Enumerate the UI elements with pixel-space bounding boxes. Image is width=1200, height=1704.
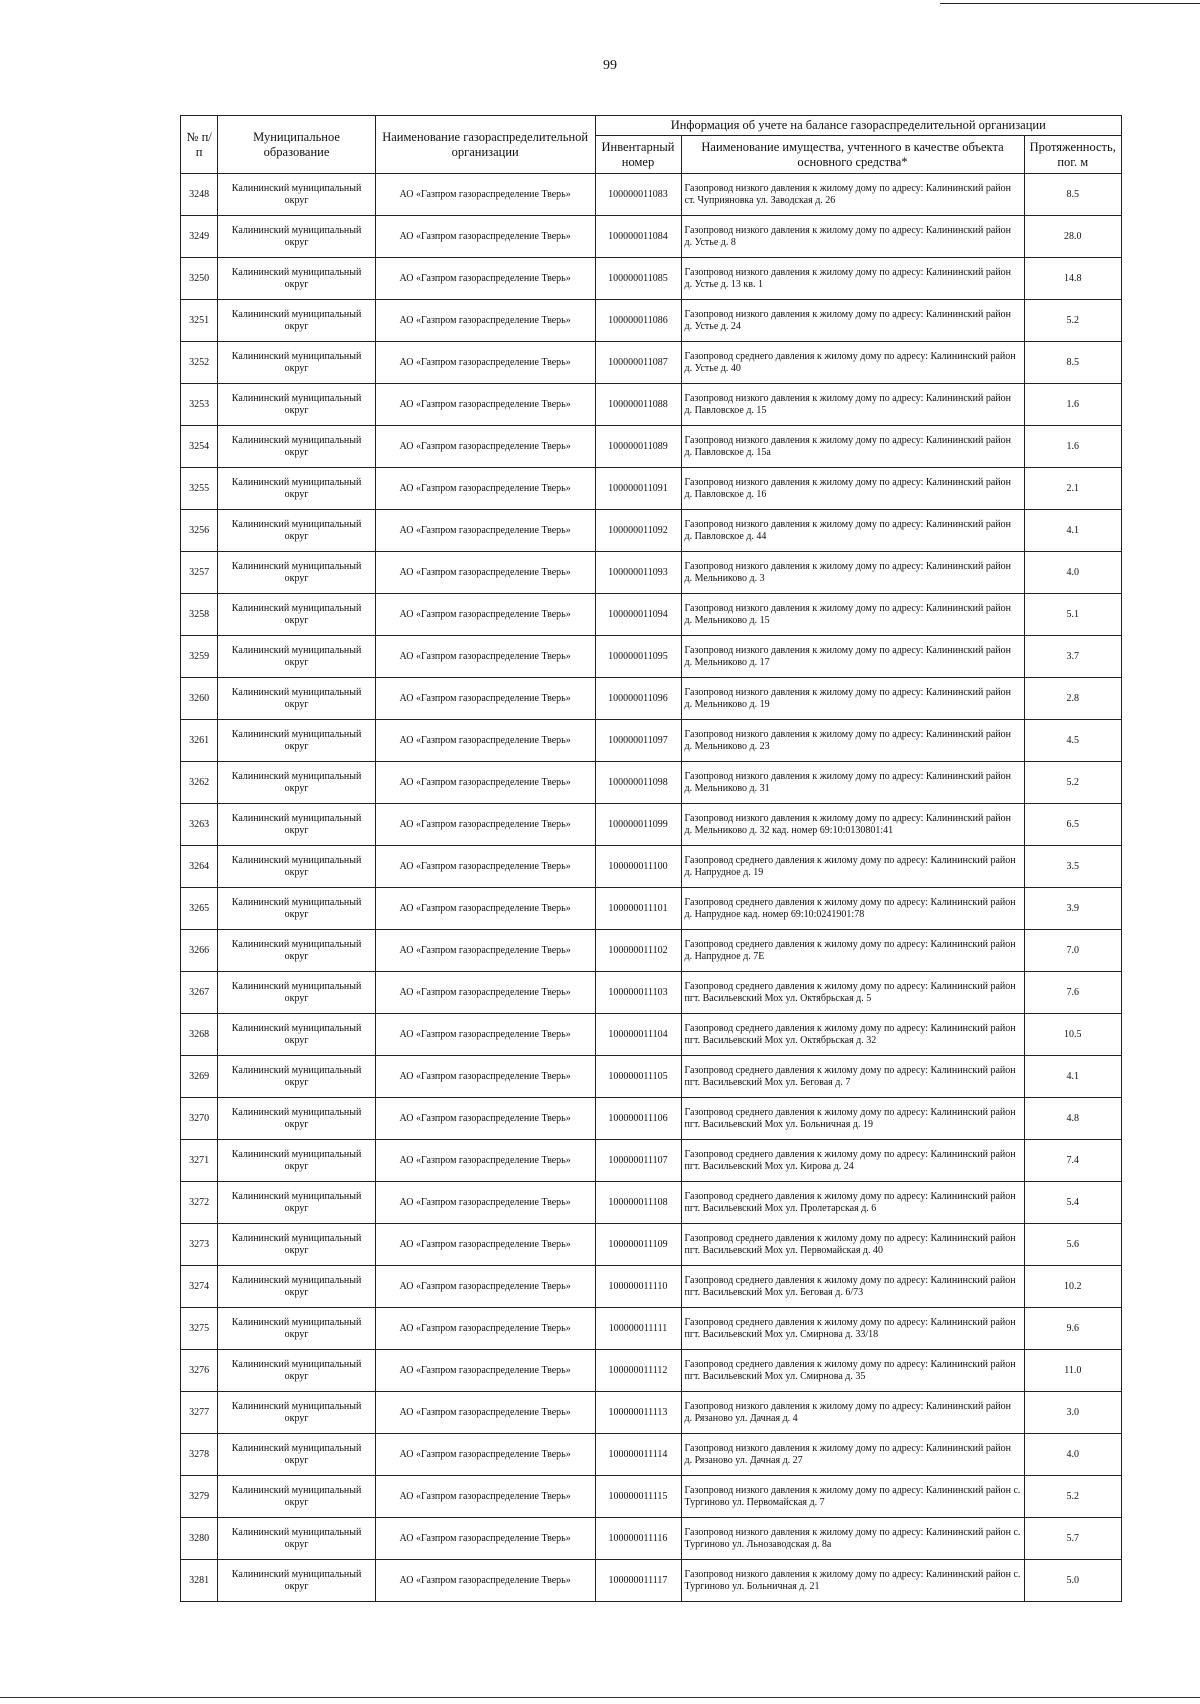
cell-asset-name: Газопровод низкого давления к жилому дому по адресу: Калининский район с. Тургиново ул. Льнозаводская д. 8а — [681, 1518, 1024, 1560]
cell-num: 3254 — [181, 426, 218, 468]
cell-num: 3257 — [181, 552, 218, 594]
cell-asset-name: Газопровод среднего давления к жилому дому по адресу: Калининский район пгт. Васильевский Мох ул. Смирнова д. 33/18 — [681, 1308, 1024, 1350]
cell-municipality: Калининский муниципальный округ — [218, 636, 376, 678]
cell-organization: АО «Газпром газораспределение Тверь» — [375, 762, 595, 804]
cell-asset-name: Газопровод среднего давления к жилому дому по адресу: Калининский район д. Устье д. 40 — [681, 342, 1024, 384]
table-row — [181, 174, 1122, 216]
cell-asset-name: Газопровод низкого давления к жилому дому по адресу: Калининский район д. Павловское д. 15а — [681, 426, 1024, 468]
cell-organization: АО «Газпром газораспределение Тверь» — [375, 594, 595, 636]
cell-length: 5.1 — [1024, 594, 1121, 636]
cell-municipality: Калининский муниципальный округ — [218, 720, 376, 762]
table-row — [181, 972, 1122, 1014]
cell-num: 3270 — [181, 1098, 218, 1140]
cell-length: 7.0 — [1024, 930, 1121, 972]
cell-asset-name: Газопровод низкого давления к жилому дому по адресу: Калининский район д. Устье д. 24 — [681, 300, 1024, 342]
header-num: № п/п — [181, 116, 218, 174]
cell-municipality: Калининский муниципальный округ — [218, 174, 376, 216]
cell-asset-name: Газопровод низкого давления к жилому дому по адресу: Калининский район д. Мельниково д. 32 кад. номер 69:10:0130801:41 — [681, 804, 1024, 846]
cell-asset-name: Газопровод среднего давления к жилому дому по адресу: Калининский район пгт. Васильевский Мох ул. Беговая д. 6/73 — [681, 1266, 1024, 1308]
cell-municipality: Калининский муниципальный округ — [218, 426, 376, 468]
cell-municipality: Калининский муниципальный округ — [218, 552, 376, 594]
cell-inventory: 100000011086 — [595, 300, 681, 342]
cell-num: 3267 — [181, 972, 218, 1014]
cell-num: 3262 — [181, 762, 218, 804]
table-row — [181, 1518, 1122, 1560]
cell-inventory: 100000011116 — [595, 1518, 681, 1560]
cell-inventory: 100000011099 — [595, 804, 681, 846]
cell-municipality: Калининский муниципальный округ — [218, 300, 376, 342]
cell-asset-name: Газопровод низкого давления к жилому дому по адресу: Калининский район д. Рязаново ул. Дачная д. 4 — [681, 1392, 1024, 1434]
table-row — [181, 1308, 1122, 1350]
cell-num: 3261 — [181, 720, 218, 762]
cell-length: 2.8 — [1024, 678, 1121, 720]
cell-asset-name: Газопровод среднего давления к жилому дому по адресу: Калининский район д. Напрудное кад. номер 69:10:0241901:78 — [681, 888, 1024, 930]
cell-length: 5.7 — [1024, 1518, 1121, 1560]
cell-inventory: 100000011097 — [595, 720, 681, 762]
cell-organization: АО «Газпром газораспределение Тверь» — [375, 1266, 595, 1308]
cell-length: 5.4 — [1024, 1182, 1121, 1224]
cell-asset-name: Газопровод среднего давления к жилому дому по адресу: Калининский район пгт. Васильевский Мох ул. Кирова д. 24 — [681, 1140, 1024, 1182]
cell-num: 3251 — [181, 300, 218, 342]
cell-inventory: 100000011105 — [595, 1056, 681, 1098]
cell-num: 3281 — [181, 1560, 218, 1602]
cell-inventory: 100000011096 — [595, 678, 681, 720]
cell-inventory: 100000011103 — [595, 972, 681, 1014]
cell-municipality: Калининский муниципальный округ — [218, 510, 376, 552]
cell-num: 3272 — [181, 1182, 218, 1224]
cell-num: 3250 — [181, 258, 218, 300]
table-row — [181, 1434, 1122, 1476]
cell-organization: АО «Газпром газораспределение Тверь» — [375, 1518, 595, 1560]
cell-inventory: 100000011115 — [595, 1476, 681, 1518]
cell-num: 3263 — [181, 804, 218, 846]
cell-asset-name: Газопровод среднего давления к жилому дому по адресу: Калининский район д. Напрудное д. 19 — [681, 846, 1024, 888]
cell-asset-name: Газопровод низкого давления к жилому дому по адресу: Калининский район д. Устье д. 8 — [681, 216, 1024, 258]
table-body — [181, 174, 1122, 1602]
top-border-line — [940, 3, 1200, 4]
cell-organization: АО «Газпром газораспределение Тверь» — [375, 804, 595, 846]
cell-length: 11.0 — [1024, 1350, 1121, 1392]
table-row — [181, 258, 1122, 300]
table-row — [181, 468, 1122, 510]
cell-asset-name: Газопровод низкого давления к жилому дому по адресу: Калининский район д. Мельниково д. 3 — [681, 552, 1024, 594]
cell-organization: АО «Газпром газораспределение Тверь» — [375, 1098, 595, 1140]
cell-municipality: Калининский муниципальный округ — [218, 1434, 376, 1476]
cell-num: 3268 — [181, 1014, 218, 1056]
cell-inventory: 100000011100 — [595, 846, 681, 888]
cell-inventory: 100000011095 — [595, 636, 681, 678]
cell-municipality: Калининский муниципальный округ — [218, 468, 376, 510]
cell-num: 3253 — [181, 384, 218, 426]
cell-length: 5.6 — [1024, 1224, 1121, 1266]
cell-inventory: 100000011104 — [595, 1014, 681, 1056]
cell-organization: АО «Газпром газораспределение Тверь» — [375, 1476, 595, 1518]
cell-municipality: Калининский муниципальный округ — [218, 888, 376, 930]
cell-length: 10.2 — [1024, 1266, 1121, 1308]
cell-organization: АО «Газпром газораспределение Тверь» — [375, 1434, 595, 1476]
cell-inventory: 100000011088 — [595, 384, 681, 426]
table-row — [181, 300, 1122, 342]
cell-inventory: 100000011083 — [595, 174, 681, 216]
cell-organization: АО «Газпром газораспределение Тверь» — [375, 1182, 595, 1224]
cell-length: 3.5 — [1024, 846, 1121, 888]
cell-municipality: Калининский муниципальный округ — [218, 1560, 376, 1602]
cell-inventory: 100000011107 — [595, 1140, 681, 1182]
table-row — [181, 342, 1122, 384]
table-row — [181, 762, 1122, 804]
header-length: Протяженность, пог. м — [1024, 136, 1121, 174]
cell-organization: АО «Газпром газораспределение Тверь» — [375, 1350, 595, 1392]
cell-asset-name: Газопровод среднего давления к жилому дому по адресу: Калининский район пгт. Васильевский Мох ул. Пролетарская д. 6 — [681, 1182, 1024, 1224]
cell-municipality: Калининский муниципальный округ — [218, 1140, 376, 1182]
cell-num: 3259 — [181, 636, 218, 678]
cell-num: 3252 — [181, 342, 218, 384]
table-row — [181, 1350, 1122, 1392]
table-row — [181, 1014, 1122, 1056]
cell-inventory: 100000011093 — [595, 552, 681, 594]
cell-length: 8.5 — [1024, 174, 1121, 216]
table-row — [181, 1266, 1122, 1308]
cell-municipality: Калининский муниципальный округ — [218, 972, 376, 1014]
cell-asset-name: Газопровод низкого давления к жилому дому по адресу: Калининский район д. Мельниково д. 17 — [681, 636, 1024, 678]
cell-municipality: Калининский муниципальный округ — [218, 846, 376, 888]
cell-num: 3255 — [181, 468, 218, 510]
cell-asset-name: Газопровод низкого давления к жилому дому по адресу: Калининский район д. Мельниково д. 19 — [681, 678, 1024, 720]
cell-length: 14.8 — [1024, 258, 1121, 300]
header-organization: Наименование газораспределительной организации — [375, 116, 595, 174]
cell-organization: АО «Газпром газораспределение Тверь» — [375, 1308, 595, 1350]
cell-asset-name: Газопровод среднего давления к жилому дому по адресу: Калининский район пгт. Васильевский Мох ул. Смирнова д. 35 — [681, 1350, 1024, 1392]
cell-inventory: 100000011109 — [595, 1224, 681, 1266]
asset-table — [180, 115, 1122, 1602]
cell-organization: АО «Газпром газораспределение Тверь» — [375, 1056, 595, 1098]
cell-municipality: Калининский муниципальный округ — [218, 258, 376, 300]
cell-asset-name: Газопровод среднего давления к жилому дому по адресу: Калининский район пгт. Васильевский Мох ул. Октябрьская д. 5 — [681, 972, 1024, 1014]
cell-length: 9.6 — [1024, 1308, 1121, 1350]
cell-num: 3279 — [181, 1476, 218, 1518]
cell-length: 5.2 — [1024, 762, 1121, 804]
table-row — [181, 216, 1122, 258]
table-row — [181, 930, 1122, 972]
cell-asset-name: Газопровод низкого давления к жилому дому по адресу: Калининский район д. Мельниково д. 31 — [681, 762, 1024, 804]
cell-num: 3249 — [181, 216, 218, 258]
cell-inventory: 100000011098 — [595, 762, 681, 804]
cell-municipality: Калининский муниципальный округ — [218, 1476, 376, 1518]
cell-inventory: 100000011117 — [595, 1560, 681, 1602]
cell-length: 8.5 — [1024, 342, 1121, 384]
cell-municipality: Калининский муниципальный округ — [218, 384, 376, 426]
table-row — [181, 846, 1122, 888]
cell-asset-name: Газопровод низкого давления к жилому дому по адресу: Калининский район д. Устье д. 13 кв. 1 — [681, 258, 1024, 300]
cell-length: 2.1 — [1024, 468, 1121, 510]
cell-municipality: Калининский муниципальный округ — [218, 1308, 376, 1350]
table-row — [181, 1056, 1122, 1098]
cell-municipality: Калининский муниципальный округ — [218, 216, 376, 258]
cell-length: 3.0 — [1024, 1392, 1121, 1434]
table-row — [181, 1140, 1122, 1182]
cell-num: 3265 — [181, 888, 218, 930]
cell-inventory: 100000011089 — [595, 426, 681, 468]
cell-organization: АО «Газпром газораспределение Тверь» — [375, 510, 595, 552]
cell-organization: АО «Газпром газораспределение Тверь» — [375, 888, 595, 930]
cell-inventory: 100000011085 — [595, 258, 681, 300]
cell-asset-name: Газопровод среднего давления к жилому дому по адресу: Калининский район пгт. Васильевский Мох ул. Первомайская д. 40 — [681, 1224, 1024, 1266]
cell-length: 7.6 — [1024, 972, 1121, 1014]
cell-asset-name: Газопровод низкого давления к жилому дому по адресу: Калининский район д. Павловское д. 15 — [681, 384, 1024, 426]
cell-length: 4.8 — [1024, 1098, 1121, 1140]
cell-inventory: 100000011112 — [595, 1350, 681, 1392]
table-row — [181, 594, 1122, 636]
cell-length: 5.0 — [1024, 1560, 1121, 1602]
cell-asset-name: Газопровод низкого давления к жилому дому по адресу: Калининский район с. Тургиново ул. Первомайская д. 7 — [681, 1476, 1024, 1518]
cell-num: 3269 — [181, 1056, 218, 1098]
cell-num: 3280 — [181, 1518, 218, 1560]
cell-inventory: 100000011114 — [595, 1434, 681, 1476]
cell-inventory: 100000011091 — [595, 468, 681, 510]
cell-inventory: 100000011087 — [595, 342, 681, 384]
table-row — [181, 1560, 1122, 1602]
header-balance-info: Информация об учете на балансе газораспределительной организации — [595, 116, 1122, 136]
cell-organization: АО «Газпром газораспределение Тверь» — [375, 468, 595, 510]
cell-organization: АО «Газпром газораспределение Тверь» — [375, 678, 595, 720]
header-asset-name: Наименование имущества, учтенного в качестве объекта основного средства* — [681, 136, 1024, 174]
cell-num: 3274 — [181, 1266, 218, 1308]
table-row — [181, 384, 1122, 426]
table-row — [181, 1224, 1122, 1266]
cell-length: 1.6 — [1024, 426, 1121, 468]
table-row — [181, 1392, 1122, 1434]
cell-municipality: Калининский муниципальный округ — [218, 1182, 376, 1224]
cell-municipality: Калининский муниципальный округ — [218, 1056, 376, 1098]
cell-num: 3248 — [181, 174, 218, 216]
cell-municipality: Калининский муниципальный округ — [218, 1098, 376, 1140]
cell-inventory: 100000011092 — [595, 510, 681, 552]
table-row — [181, 636, 1122, 678]
cell-organization: АО «Газпром газораспределение Тверь» — [375, 216, 595, 258]
cell-num: 3264 — [181, 846, 218, 888]
cell-municipality: Калининский муниципальный округ — [218, 1392, 376, 1434]
header-inventory: Инвентарный номер — [595, 136, 681, 174]
cell-length: 6.5 — [1024, 804, 1121, 846]
cell-num: 3260 — [181, 678, 218, 720]
cell-organization: АО «Газпром газораспределение Тверь» — [375, 720, 595, 762]
cell-length: 28.0 — [1024, 216, 1121, 258]
cell-length: 10.5 — [1024, 1014, 1121, 1056]
cell-organization: АО «Газпром газораспределение Тверь» — [375, 930, 595, 972]
cell-asset-name: Газопровод низкого давления к жилому дому по адресу: Калининский район ст. Чуприяновка ул. Заводская д. 26 — [681, 174, 1024, 216]
cell-organization: АО «Газпром газораспределение Тверь» — [375, 552, 595, 594]
cell-inventory: 100000011094 — [595, 594, 681, 636]
cell-organization: АО «Газпром газораспределение Тверь» — [375, 384, 595, 426]
cell-num: 3256 — [181, 510, 218, 552]
cell-asset-name: Газопровод низкого давления к жилому дому по адресу: Калининский район д. Мельниково д. 15 — [681, 594, 1024, 636]
cell-num: 3278 — [181, 1434, 218, 1476]
cell-organization: АО «Газпром газораспределение Тверь» — [375, 846, 595, 888]
cell-asset-name: Газопровод низкого давления к жилому дому по адресу: Калининский район д. Павловское д. 16 — [681, 468, 1024, 510]
cell-organization: АО «Газпром газораспределение Тверь» — [375, 1560, 595, 1602]
cell-asset-name: Газопровод низкого давления к жилому дому по адресу: Калининский район д. Мельниково д. 23 — [681, 720, 1024, 762]
cell-length: 4.5 — [1024, 720, 1121, 762]
cell-length: 3.7 — [1024, 636, 1121, 678]
table-row — [181, 426, 1122, 468]
cell-municipality: Калининский муниципальный округ — [218, 930, 376, 972]
cell-num: 3271 — [181, 1140, 218, 1182]
cell-length: 5.2 — [1024, 1476, 1121, 1518]
cell-organization: АО «Газпром газораспределение Тверь» — [375, 258, 595, 300]
cell-num: 3277 — [181, 1392, 218, 1434]
cell-inventory: 100000011106 — [595, 1098, 681, 1140]
cell-num: 3258 — [181, 594, 218, 636]
cell-length: 4.1 — [1024, 1056, 1121, 1098]
cell-length: 3.9 — [1024, 888, 1121, 930]
cell-length: 4.0 — [1024, 552, 1121, 594]
table-row — [181, 510, 1122, 552]
cell-length: 7.4 — [1024, 1140, 1121, 1182]
cell-municipality: Калининский муниципальный округ — [218, 1224, 376, 1266]
cell-organization: АО «Газпром газораспределение Тверь» — [375, 342, 595, 384]
cell-inventory: 100000011101 — [595, 888, 681, 930]
cell-length: 4.1 — [1024, 510, 1121, 552]
table-row — [181, 888, 1122, 930]
cell-asset-name: Газопровод среднего давления к жилому дому по адресу: Калининский район пгт. Васильевский Мох ул. Больничная д. 19 — [681, 1098, 1024, 1140]
table-row — [181, 552, 1122, 594]
cell-organization: АО «Газпром газораспределение Тверь» — [375, 174, 595, 216]
cell-length: 1.6 — [1024, 384, 1121, 426]
cell-municipality: Калининский муниципальный округ — [218, 1518, 376, 1560]
cell-num: 3276 — [181, 1350, 218, 1392]
cell-inventory: 100000011110 — [595, 1266, 681, 1308]
cell-num: 3266 — [181, 930, 218, 972]
cell-municipality: Калининский муниципальный округ — [218, 762, 376, 804]
cell-asset-name: Газопровод среднего давления к жилому дому по адресу: Калининский район д. Напрудное д. 7Е — [681, 930, 1024, 972]
cell-asset-name: Газопровод среднего давления к жилому дому по адресу: Калининский район пгт. Васильевский Мох ул. Беговая д. 7 — [681, 1056, 1024, 1098]
cell-asset-name: Газопровод низкого давления к жилому дому по адресу: Калининский район д. Рязаново ул. Дачная д. 27 — [681, 1434, 1024, 1476]
cell-length: 5.2 — [1024, 300, 1121, 342]
cell-municipality: Калининский муниципальный округ — [218, 1266, 376, 1308]
cell-organization: АО «Газпром газораспределение Тверь» — [375, 1224, 595, 1266]
cell-num: 3273 — [181, 1224, 218, 1266]
cell-organization: АО «Газпром газораспределение Тверь» — [375, 1392, 595, 1434]
header-municipality: Муниципальное образование — [218, 116, 376, 174]
table-row — [181, 1476, 1122, 1518]
cell-organization: АО «Газпром газораспределение Тверь» — [375, 972, 595, 1014]
cell-organization: АО «Газпром газораспределение Тверь» — [375, 1014, 595, 1056]
cell-inventory: 100000011108 — [595, 1182, 681, 1224]
table-row — [181, 804, 1122, 846]
cell-municipality: Калининский муниципальный округ — [218, 678, 376, 720]
cell-length: 4.0 — [1024, 1434, 1121, 1476]
table-row — [181, 1182, 1122, 1224]
cell-organization: АО «Газпром газораспределение Тверь» — [375, 636, 595, 678]
cell-municipality: Калининский муниципальный округ — [218, 342, 376, 384]
table-row — [181, 720, 1122, 762]
cell-num: 3275 — [181, 1308, 218, 1350]
cell-organization: АО «Газпром газораспределение Тверь» — [375, 426, 595, 468]
cell-inventory: 100000011102 — [595, 930, 681, 972]
page-number: 99 — [603, 58, 617, 73]
cell-asset-name: Газопровод низкого давления к жилому дому по адресу: Калининский район д. Павловское д. 44 — [681, 510, 1024, 552]
cell-asset-name: Газопровод низкого давления к жилому дому по адресу: Калининский район с. Тургиново ул. Больничная д. 21 — [681, 1560, 1024, 1602]
cell-asset-name: Газопровод среднего давления к жилому дому по адресу: Калининский район пгт. Васильевский Мох ул. Октябрьская д. 32 — [681, 1014, 1024, 1056]
cell-municipality: Калининский муниципальный округ — [218, 1350, 376, 1392]
cell-municipality: Калининский муниципальный округ — [218, 1014, 376, 1056]
bottom-border-line — [0, 1697, 1200, 1698]
cell-municipality: Калининский муниципальный округ — [218, 804, 376, 846]
cell-inventory: 100000011113 — [595, 1392, 681, 1434]
table-row — [181, 678, 1122, 720]
table-row — [181, 1098, 1122, 1140]
cell-inventory: 100000011111 — [595, 1308, 681, 1350]
cell-organization: АО «Газпром газораспределение Тверь» — [375, 1140, 595, 1182]
cell-municipality: Калининский муниципальный округ — [218, 594, 376, 636]
cell-inventory: 100000011084 — [595, 216, 681, 258]
cell-organization: АО «Газпром газораспределение Тверь» — [375, 300, 595, 342]
